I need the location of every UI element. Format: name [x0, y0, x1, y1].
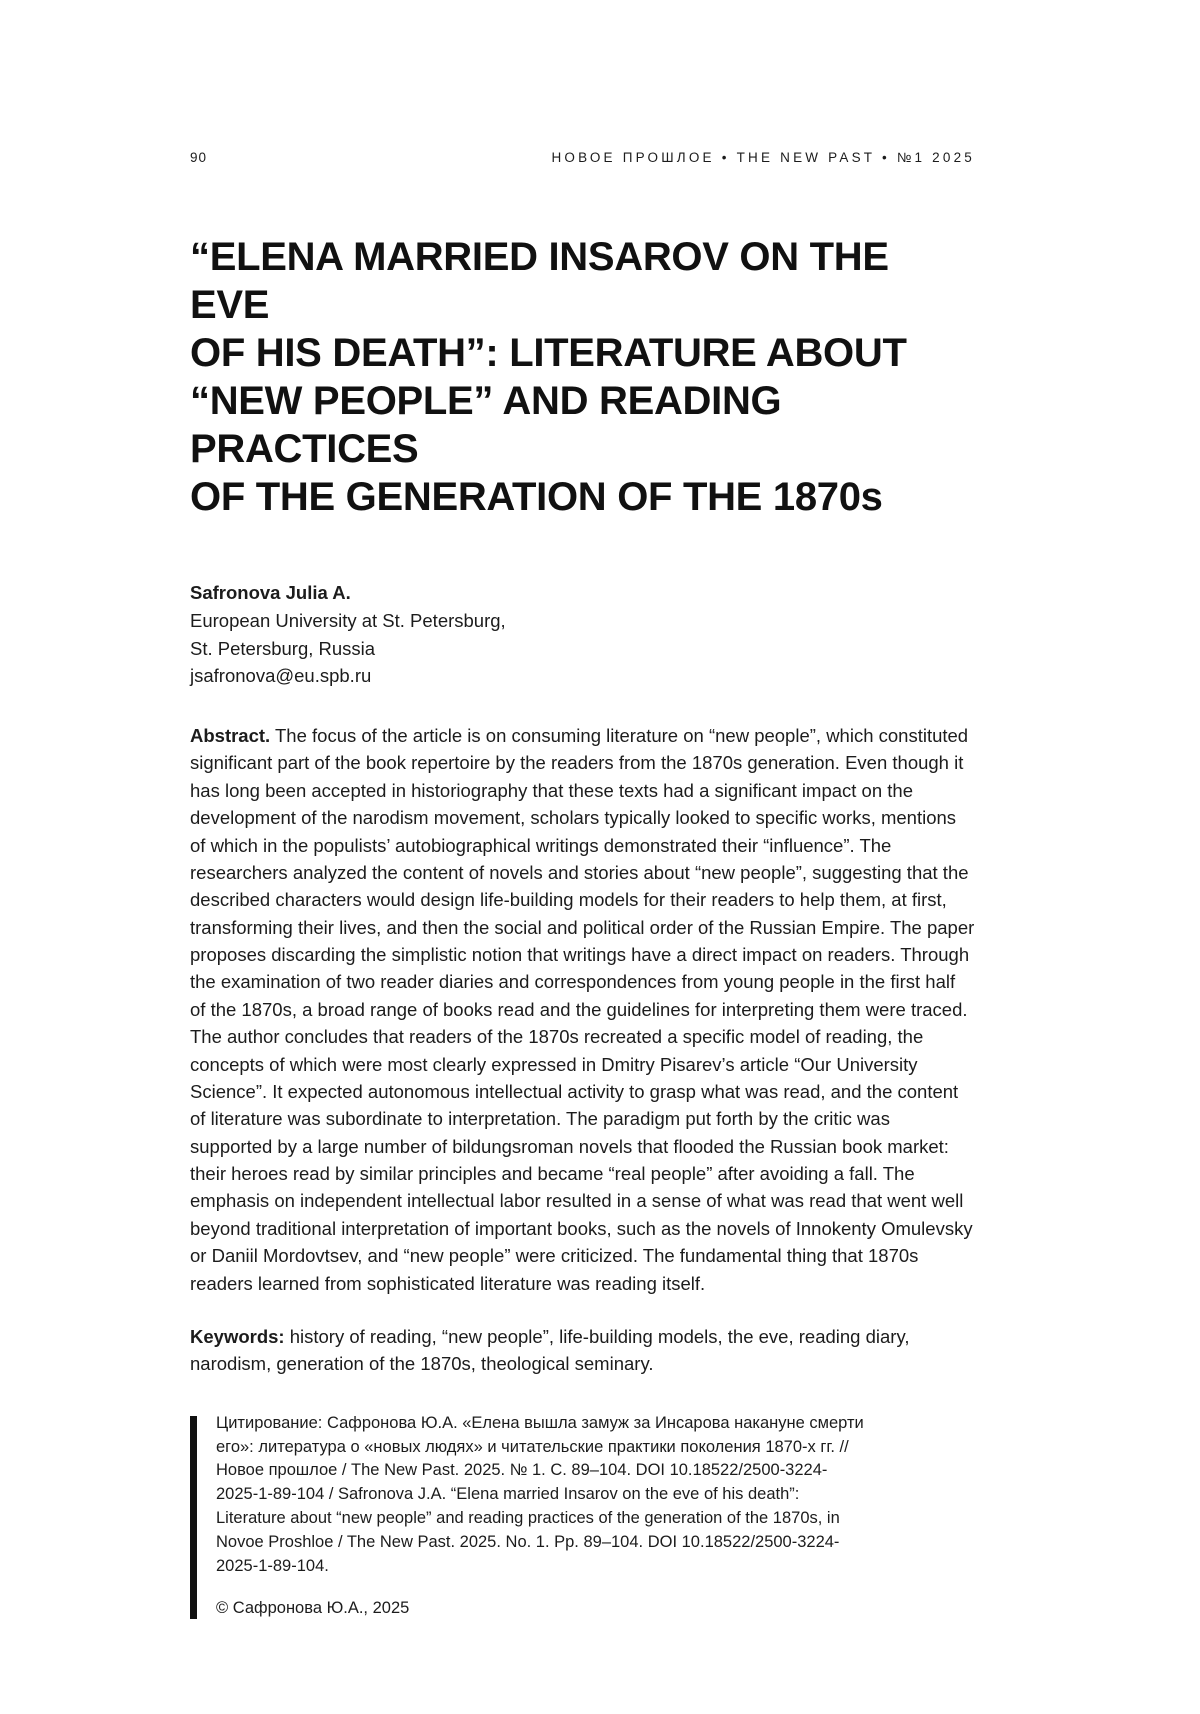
author-email: jsafronova@eu.spb.ru: [190, 665, 372, 687]
article-title: [190, 233, 975, 521]
article-title-line: OF THE GENERATION OF THE 1870s: [190, 475, 883, 519]
citation-text: Цитирование: Сафронова Ю.А. «Елена вышла замуж за Инсарова накануне смерти его»: литература о «новых людях» и читательские практики поколения 1870-х гг. // Новое прошлое / The New Past. 2025. № 1. C. 89–104. DOI 10.18522/2500-3224-2025-1-89-104 / Safronova J.A. “Elena married Insarov on the eve of his death”: Literature about “new people” and reading practices of the generation of the 1870s, in Novoe Proshloe / The New Past. 2025. No. 1. Pp. 89–104. DOI 10.18522/2500-3224-2025-1-89-104.: [216, 1413, 864, 1576]
article-title-line: “NEW PEOPLE” AND READING PRACTICES: [190, 379, 782, 471]
abstract-label: Abstract.: [190, 725, 271, 746]
abstract-paragraph: [190, 722, 975, 1297]
article-title-line: “ELENA MARRIED INSAROV ON THE EVE: [190, 235, 889, 327]
citation-block: [190, 1412, 864, 1621]
author-city: St. Petersburg, Russia: [190, 637, 376, 659]
article-title-line: OF HIS DEATH”: LITERATURE ABOUT: [190, 331, 907, 375]
keywords-text: history of reading, “new people”, life-building models, the eve, reading diary, narodism, generation of the 1870s, theological seminary.: [190, 1325, 910, 1375]
running-head: [190, 150, 975, 165]
copyright-text: © Сафронова Ю.А., 2025: [216, 1599, 410, 1618]
abstract-text: The focus of the article is on consuming literature on “new people”, which constituted significant part of the book repertoire by the readers from the 1870s generation. Even though it has long been accepted in historiography that these texts had a significant impact on the development of the narodism movement, scholars typically looked to specific works, mentions of which in the populists’ autobiographical writings demonstrated their “influence”. The researchers analyzed the content of novels and stories about “new people”, suggesting that the described characters would design life-building models for their readers to help them, at first, transforming their lives, and then the social and political order of the Russian Empire. The paper proposes discarding the simplistic notion that writings have a direct impact on readers. Through the examination of two reader diaries and correspondences from young people in the first half of the 1870s, a broad range of books read and the guidelines for interpreting them were traced. The author concludes that readers of the 1870s recreated a specific model of reading, the concepts of which were most clearly expressed in Dmitry Pisarev’s article “Our University Science”. It expected autonomous intellectual activity to grasp what was read, and the content of literature was subordinate to interpretation. The paradigm put forth by the critic was supported by a large number of bildungsroman novels that flooded the Russian book market: their heroes read by similar principles and became “real people” after avoiding a fall. The emphasis on independent intellectual labor resulted in a sense of what was read that went well beyond traditional interpretation of important books, such as the novels of Innokenty Omulevsky or Daniil Mordovtsev, and “new people” were criticized. The fundamental thing that 1870s readers learned from sophisticated literature was reading itself.: [190, 725, 975, 1294]
citation-bar: [190, 1416, 197, 1619]
keywords-label: Keywords:: [190, 1325, 285, 1347]
page-number: 90: [190, 150, 208, 165]
author-block: [190, 579, 975, 690]
keywords-paragraph: [190, 1323, 975, 1378]
journal-header: НОВОЕ ПРОШЛОЕ • THE NEW PAST • №1 2025: [551, 150, 975, 165]
author-name: Safronova Julia A.: [190, 582, 351, 603]
author-affiliation: European University at St. Petersburg,: [190, 609, 506, 631]
